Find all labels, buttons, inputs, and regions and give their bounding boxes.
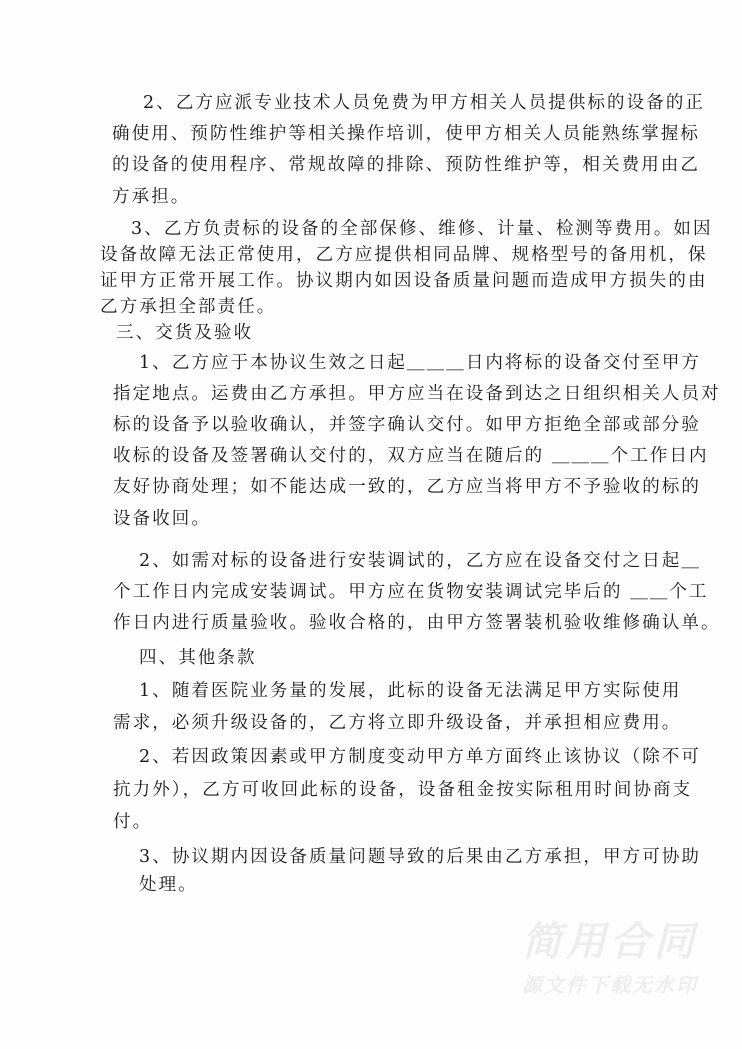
text-line: 标的设备予以验收确认，并签字确认交付。如甲方拒绝全部或部分验	[113, 415, 701, 435]
text-line: 需求，必须升级设备的，乙方将立即升级设备，并承担相应费用。	[113, 713, 682, 733]
text-line: 处理。	[139, 875, 198, 895]
text-line: 个工作日内完成安装调试。甲方应在货物安装调试完毕后的 ＿＿个工	[113, 582, 709, 602]
watermark-title: 简用合同	[522, 919, 698, 965]
text-line: 确使用、预防性维护等相关操作培训，使甲方相关人员能熟练掌握标	[112, 124, 700, 144]
text-line: 3、乙方负责标的设备的全部保修、维修、计量、检测等费用。如因	[131, 219, 713, 239]
text-line: 的设备的使用程序、常规故障的排除、预防性维护等，相关费用由乙	[112, 155, 700, 175]
text-line: 乙方承担全部责任。	[100, 297, 277, 317]
watermark-subtitle: 源文件下载无水印	[522, 973, 698, 997]
text-line: 作日内进行质量验收。验收合格的，由甲方签署装机验收维修确认单。	[113, 613, 721, 633]
text-line: 3、协议期内因设备质量问题导致的后果由乙方承担，甲方可协助	[139, 847, 702, 867]
text-line: 抗力外），乙方可收回此标的设备，设备租金按实际租用时间协商支	[113, 780, 693, 800]
text-line: 四、其他条款	[139, 648, 257, 668]
text-line: 收标的设备及签署确认交付的，双方应当在随后的 ＿＿＿个工作日内	[113, 446, 709, 466]
text-line: 设备故障无法正常使用，乙方应提供相同品牌、规格型号的备用机，保	[100, 245, 708, 265]
text-line: 指定地点。运费由乙方承担。甲方应当在设备到达之日组织相关人员对	[113, 384, 721, 404]
text-line: 友好协商处理；如不能达成一致的，乙方应当将甲方不予验收的标的	[113, 477, 701, 497]
text-line: 三、交货及验收	[116, 323, 254, 343]
text-line: 设备收回。	[113, 509, 211, 529]
text-line: 2、乙方应派专业技术人员免费为甲方相关人员提供标的设备的正	[143, 93, 706, 113]
text-line: 方承担。	[112, 187, 191, 207]
text-line: 2、如需对标的设备进行安装调试的，乙方应在设备交付之日起＿	[139, 551, 702, 571]
text-line: 付。	[113, 812, 153, 832]
watermark	[510, 918, 710, 998]
text-line: 证甲方正常开展工作。协议期内如因设备质量问题而造成甲方损失的由	[100, 271, 708, 291]
text-line: 1、乙方应于本协议生效之日起＿＿＿日内将标的设备交付至甲方	[139, 353, 702, 373]
text-line: 1、随着医院业务量的发展，此标的设备无法满足甲方实际使用	[139, 681, 682, 701]
text-line: 2、若因政策因素或甲方制度变动甲方单方面终止该协议（除不可	[139, 747, 702, 767]
